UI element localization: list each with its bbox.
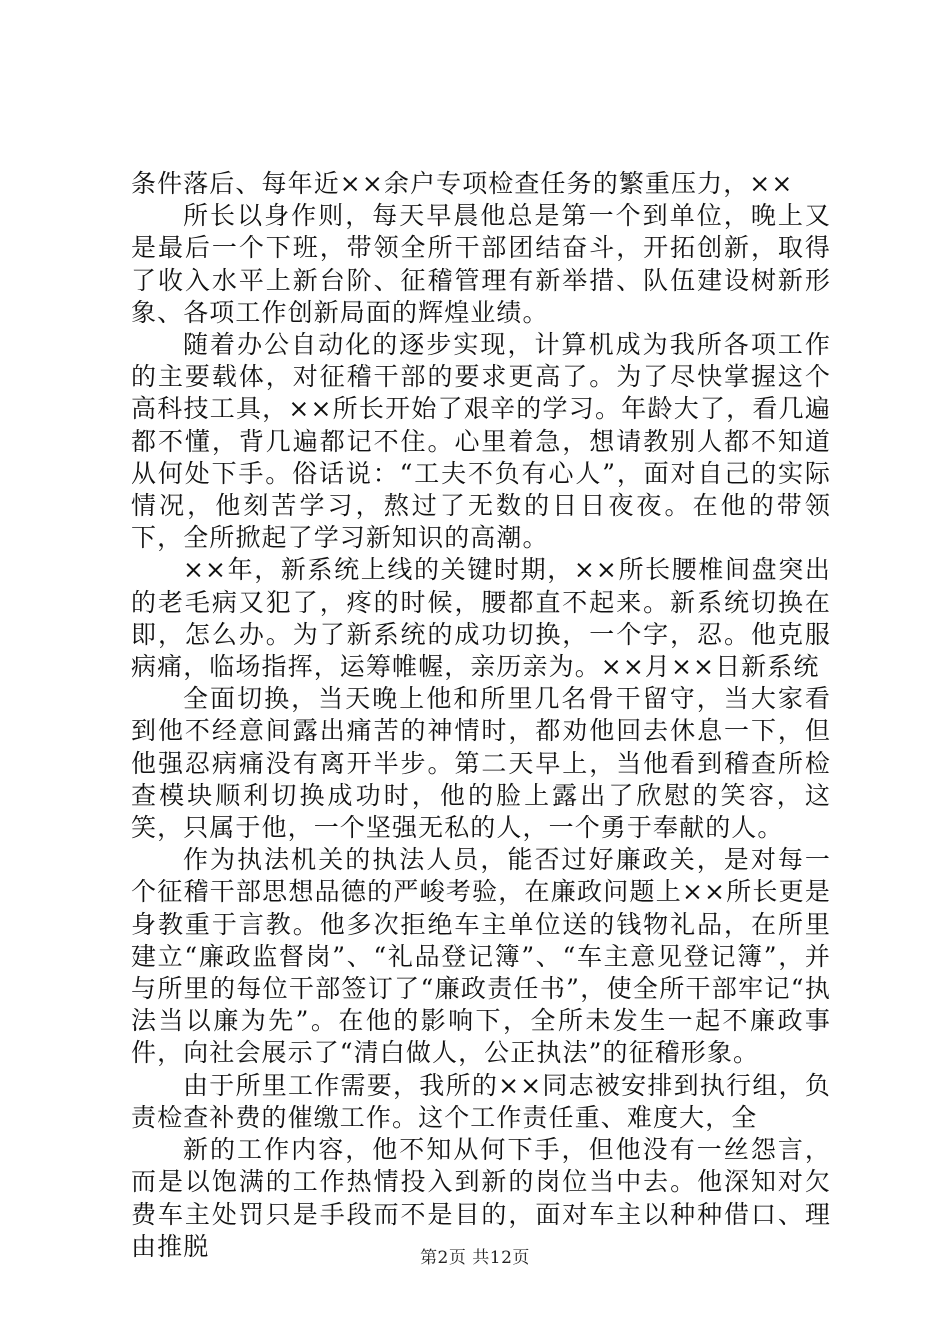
paragraph-2: 所长以身作则，每天早晨他总是第一个到单位，晚上又是最后一个下班，带领全所干部团结奋斗，开拓创新，取得了收入水平上新台阶、征稽管理有新举措、队伍建设树新形象、各项工作创新局面的辉煌业绩。 xyxy=(131,201,831,327)
paragraph-6: 作为执法机关的执法人员，能否过好廉政关，是对每一个征稽干部思想品德的严峻考验，在廉政问题上××所长更是身教重于言教。他多次拒绝车主单位送的钱物礼品，在所里建立“廉政监督岗”、“礼品登记簿”、“车主意见登记簿”，并与所里的每位干部签订了“廉政责任书”，使全所干部牢记“执法当以廉为先”。在他的影响下，全所未发生一起不廉政事件，向社会展示了“清白做人，公正执法”的征稽形象。 xyxy=(131,845,831,1068)
paragraph-1: 条件落后、每年近××余户专项检查任务的繁重压力，×× xyxy=(131,169,794,198)
paragraph-4: ××年，新系统上线的关键时期，××所长腰椎间盘突出的老毛病又犯了，疼的时候，腰都直不起来。新系统切换在即，怎么办。为了新系统的成功切换，一个字，忍。他克服病痛，临场指挥，运筹帷幄，亲历亲为。××月××日新系统 xyxy=(131,555,831,682)
document-body xyxy=(131,168,831,1263)
paragraph-8: 新的工作内容，他不知从何下手，但他没有一丝怨言，而是以饱满的工作热情投入到新的岗位当中去。他深知对欠费车主处罚只是手段而不是目的，面对车主以种种借口、理由推脱 xyxy=(131,1135,831,1261)
paragraph-7: 由于所里工作需要，我所的××同志被安排到执行组，负责检查补费的催缴工作。这个工作责任重、难度大，全 xyxy=(131,1070,831,1132)
paragraph-5: 全面切换，当天晚上他和所里几名骨干留守，当大家看到他不经意间露出痛苦的神情时，都劝他回去休息一下，但他强忍病痛没有离开半步。第二天早上，当他看到稽查所检查模块顺利切换成功时，他的脸上露出了欣慰的笑容，这笑，只属于他，一个坚强无私的人，一个勇于奉献的人。 xyxy=(131,684,831,843)
paragraph-3: 随着办公自动化的逐步实现，计算机成为我所各项工作的主要载体，对征稽干部的要求更高了。为了尽快掌握这个高科技工具，××所长开始了艰辛的学习。年龄大了，看几遍都不懂，背几遍都记不住。心里着急，想请教别人都不知道从何处下手。俗话说：“工夫不负有心人”，面对自己的实际情况，他刻苦学习，熬过了无数的日日夜夜。在他的带领下，全所掀起了学习新知识的高潮。 xyxy=(131,330,831,553)
page-number-footer: 第2页 共12页 xyxy=(420,1248,530,1268)
